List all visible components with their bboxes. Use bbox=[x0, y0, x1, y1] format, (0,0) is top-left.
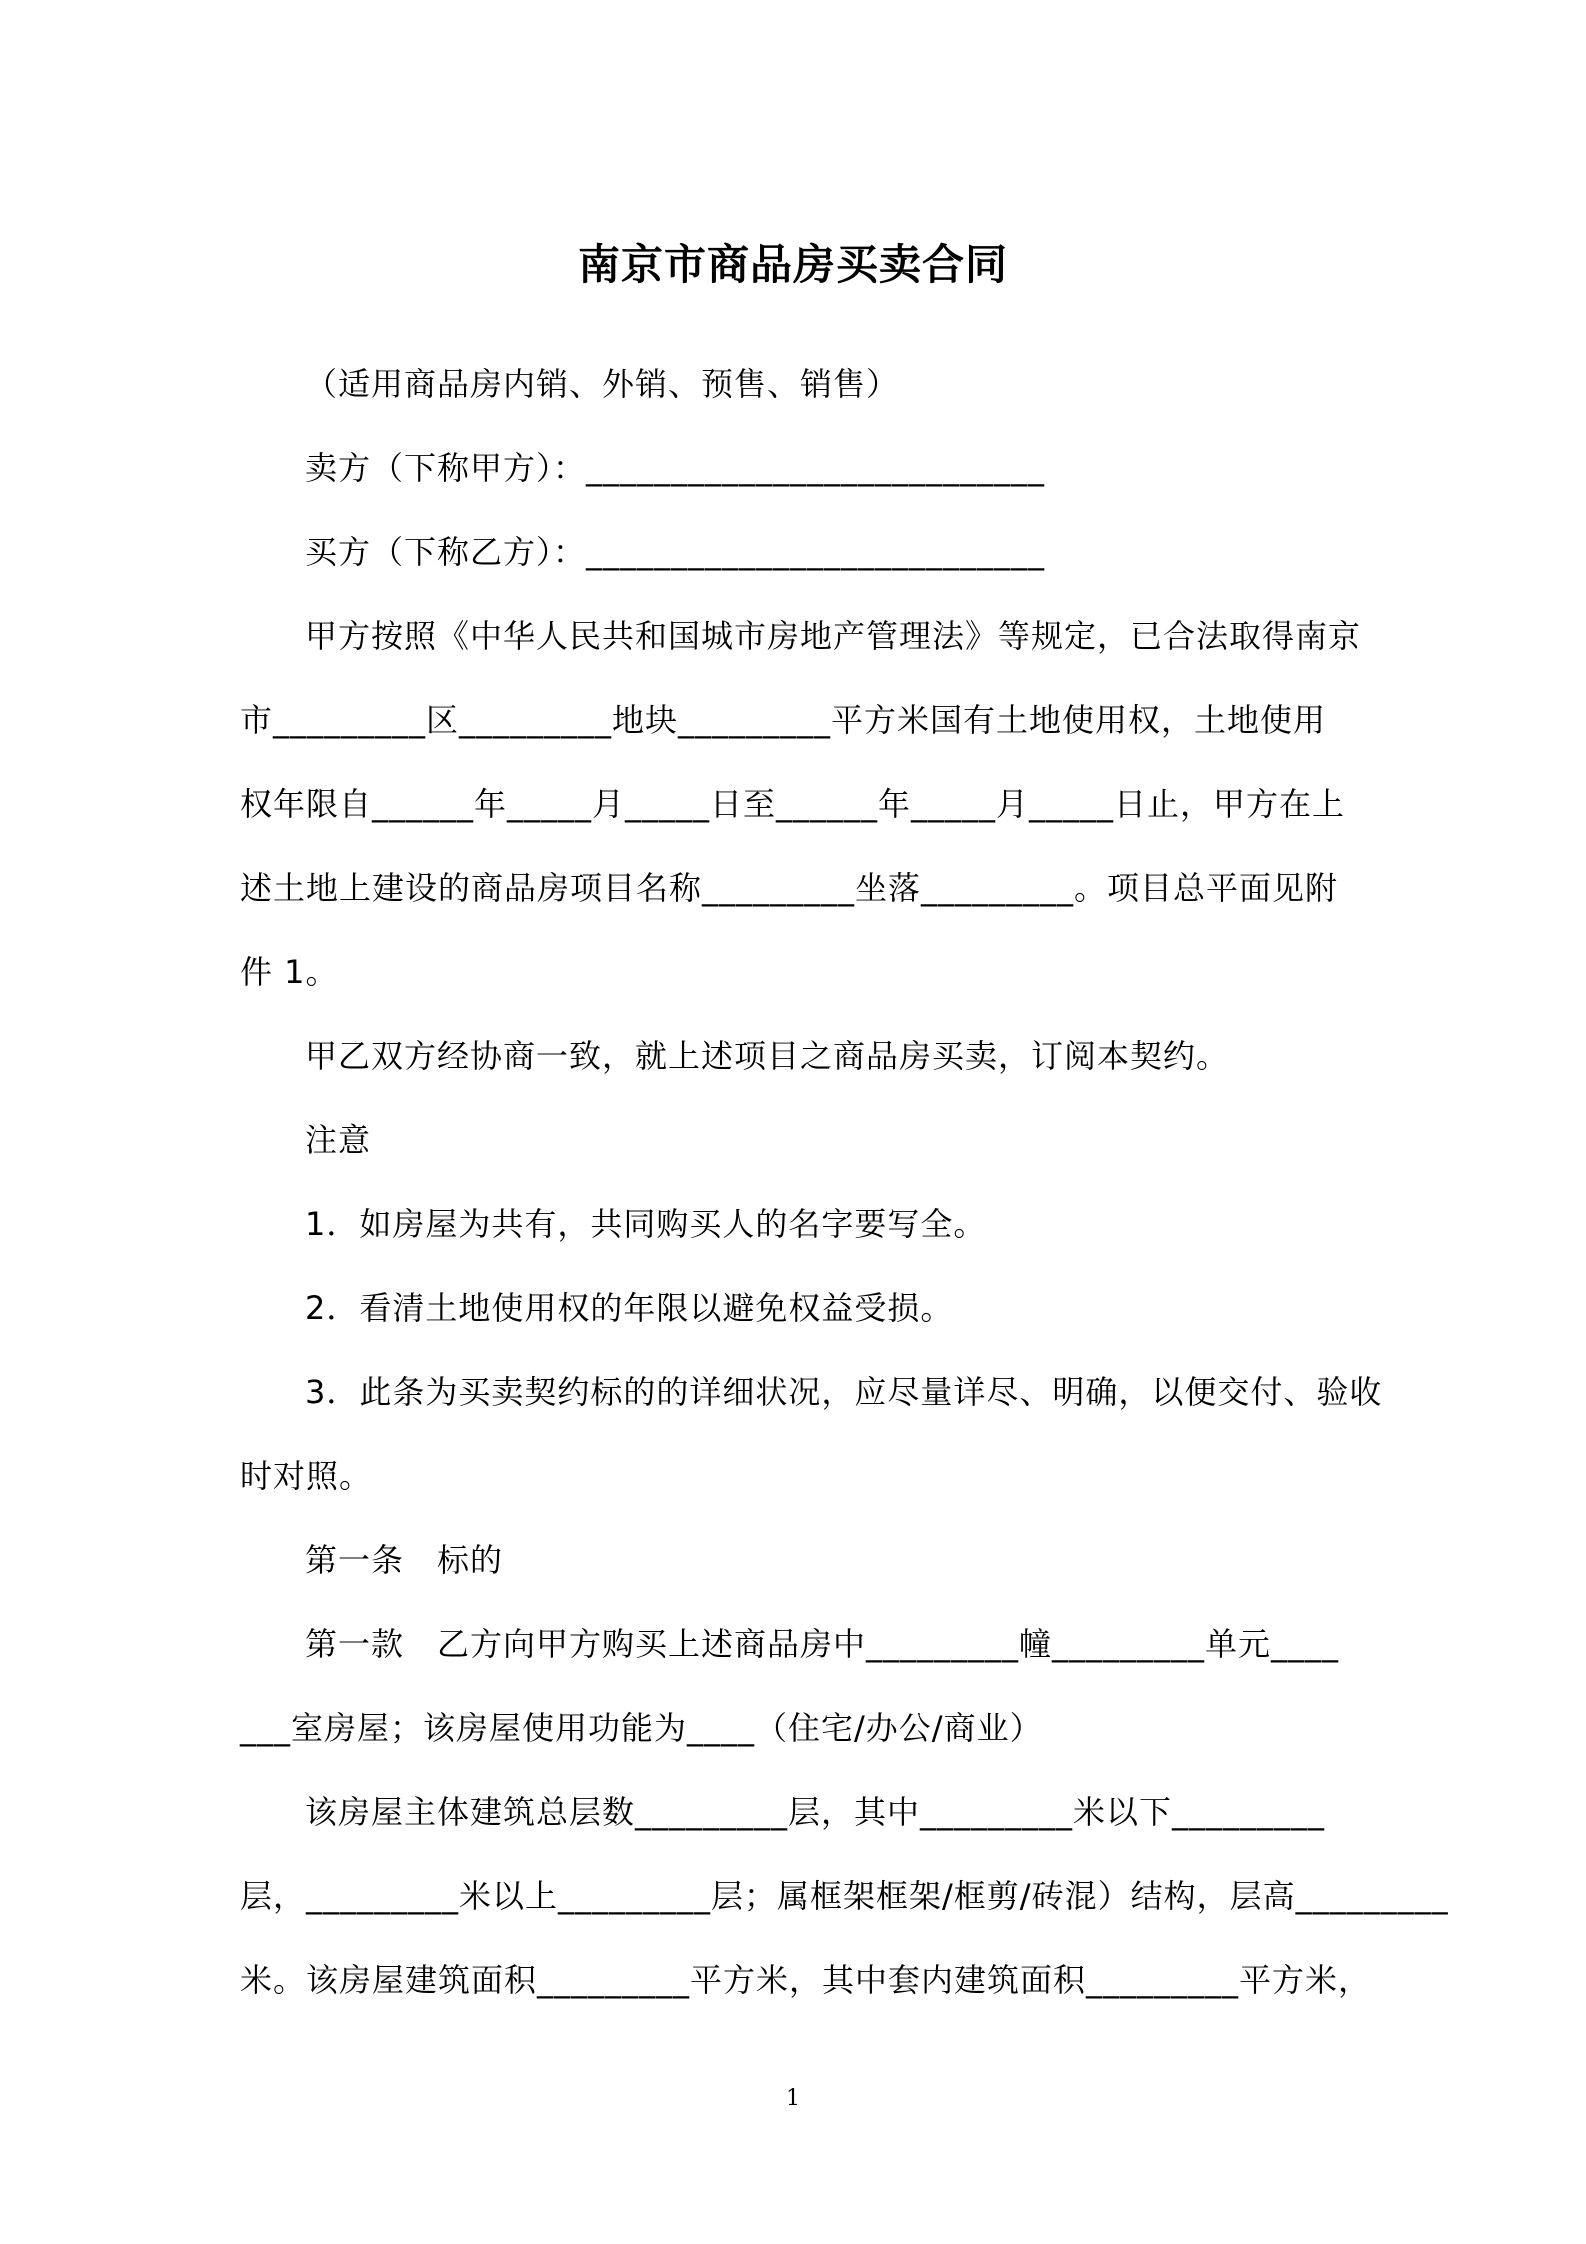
article-heading: 第一条 标的 bbox=[305, 1541, 504, 1579]
paragraph-line: 甲方按照《中华人民共和国城市房地产管理法》等规定，已合法取得南京 bbox=[305, 617, 1362, 655]
clause-line: 米。该房屋建筑面积_________平方米，其中套内建筑面积_________平方米， bbox=[240, 1961, 1372, 1999]
clause-line: 该房屋主体建筑总层数_________层，其中_________米以下_________ bbox=[305, 1793, 1326, 1831]
clause-line: 第一款 乙方向甲方购买上述商品房中_________幢_________单元____ bbox=[305, 1625, 1340, 1663]
document-title: 南京市商品房买卖合同 bbox=[577, 240, 1008, 289]
agreement-statement: 甲乙双方经协商一致，就上述项目之商品房买卖，订阅本契约。 bbox=[305, 1037, 1230, 1075]
note-item: 3．此条为买卖契约标的的详细状况，应尽量详尽、明确，以便交付、验收 bbox=[305, 1373, 1383, 1411]
clause-line: 层，_________米以上_________层；属框架框架/框剪/砖混）结构，层高_________ bbox=[240, 1877, 1449, 1915]
notes-heading: 注意 bbox=[305, 1121, 372, 1159]
paragraph-line: 述土地上建设的商品房项目名称_________坐落_________。项目总平面见附 bbox=[240, 869, 1339, 907]
paragraph-line: 市_________区_________地块_________平方米国有土地使用权，土地使用 bbox=[240, 701, 1327, 739]
applicability-note: （适用商品房内销、外销、预售、销售） bbox=[305, 365, 900, 403]
paragraph-line: 件 1。 bbox=[240, 953, 339, 991]
note-item: 1．如房屋为共有，共同购买人的名字要写全。 bbox=[305, 1205, 987, 1243]
note-item-continued: 时对照。 bbox=[240, 1457, 373, 1495]
seller-line: 卖方（下称甲方）：___________________________ bbox=[305, 449, 1046, 487]
note-item: 2．看清土地使用权的年限以避免权益受损。 bbox=[305, 1289, 954, 1327]
page-number: 1 bbox=[786, 2086, 800, 2111]
clause-line: ___室房屋；该房屋使用功能为____（住宅/办公/商业） bbox=[240, 1709, 1043, 1747]
buyer-line: 买方（下称乙方）：___________________________ bbox=[305, 533, 1046, 571]
paragraph-line: 权年限自______年_____月_____日至______年_____月_____日止，甲方在上 bbox=[240, 785, 1346, 823]
